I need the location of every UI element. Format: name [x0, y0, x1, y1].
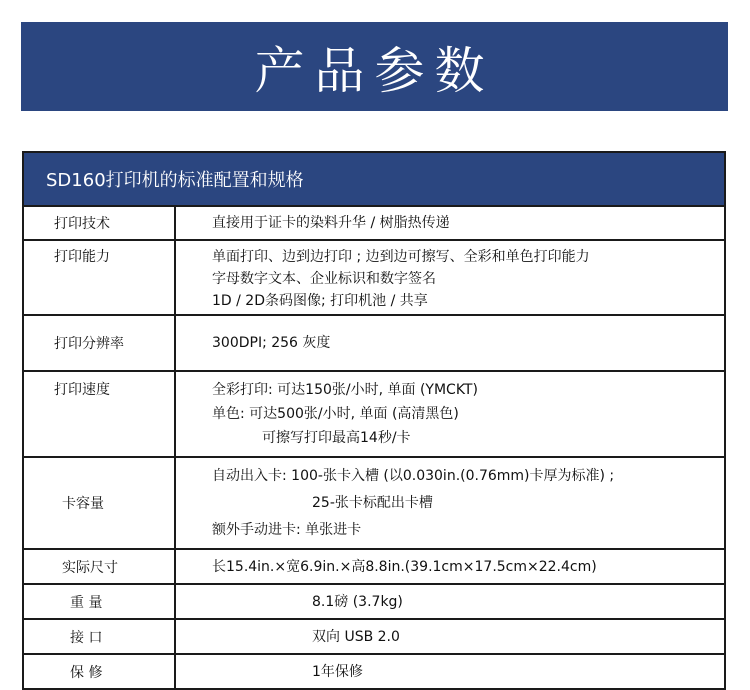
- spec-table: [22, 151, 726, 690]
- spec-label: 接 口: [24, 620, 176, 653]
- spec-label: 保 修: [24, 655, 176, 688]
- spec-label: 打印分辨率: [24, 316, 176, 370]
- spec-value: 单面打印、边到边打印 ; 边到边可擦写、全彩和单色打印能力 字母数字文本、企业标识和数字签名 1D / 2D条码图像; 打印机池 / 共享: [212, 249, 590, 309]
- spec-value: 直接用于证卡的染料升华 / 树脂热传递: [212, 215, 450, 231]
- spec-value: 自动出入卡: 100-张卡入槽 (以0.030in.(0.76mm)卡厚为标准) ; 25-张卡标配出卡槽 额外手动进卡: 单张进卡: [212, 468, 615, 538]
- banner-title: 产品参数: [254, 41, 495, 100]
- spec-value: 300DPI; 256 灰度: [212, 335, 331, 351]
- spec-value: 双向 USB 2.0: [312, 628, 400, 645]
- spec-value: 1年保修: [312, 663, 363, 680]
- spec-row-interface: [24, 620, 724, 655]
- spec-row-warranty: [24, 655, 724, 690]
- spec-row-dimensions: [24, 550, 724, 585]
- spec-label: 打印能力: [24, 241, 176, 314]
- spec-value: 长15.4in.×宽6.9in.×高8.8in.(39.1cm×17.5cm×22.4cm): [212, 558, 597, 575]
- spec-label: 打印技术: [24, 207, 176, 239]
- spec-value: 全彩打印: 可达150张/小时, 单面 (YMCKT) 单色: 可达500张/小时, 单面 (高清黑色) 可擦写打印最高14秒/卡: [212, 382, 478, 446]
- spec-row-print-technology: [24, 207, 724, 241]
- spec-label: 实际尺寸: [24, 550, 176, 583]
- spec-row-print-speed: [24, 372, 724, 458]
- spec-label: 打印速度: [24, 372, 176, 456]
- spec-value: 8.1磅 (3.7kg): [312, 593, 403, 610]
- spec-row-resolution: [24, 316, 724, 372]
- table-header: [24, 153, 724, 207]
- spec-label: 卡容量: [24, 458, 176, 548]
- table-title: SD160打印机的标准配置和规格: [46, 170, 304, 191]
- spec-label: 重 量: [24, 585, 176, 618]
- spec-row-card-capacity: [24, 458, 724, 550]
- spec-row-print-capability: [24, 241, 724, 316]
- spec-row-weight: [24, 585, 724, 620]
- banner: [21, 22, 728, 111]
